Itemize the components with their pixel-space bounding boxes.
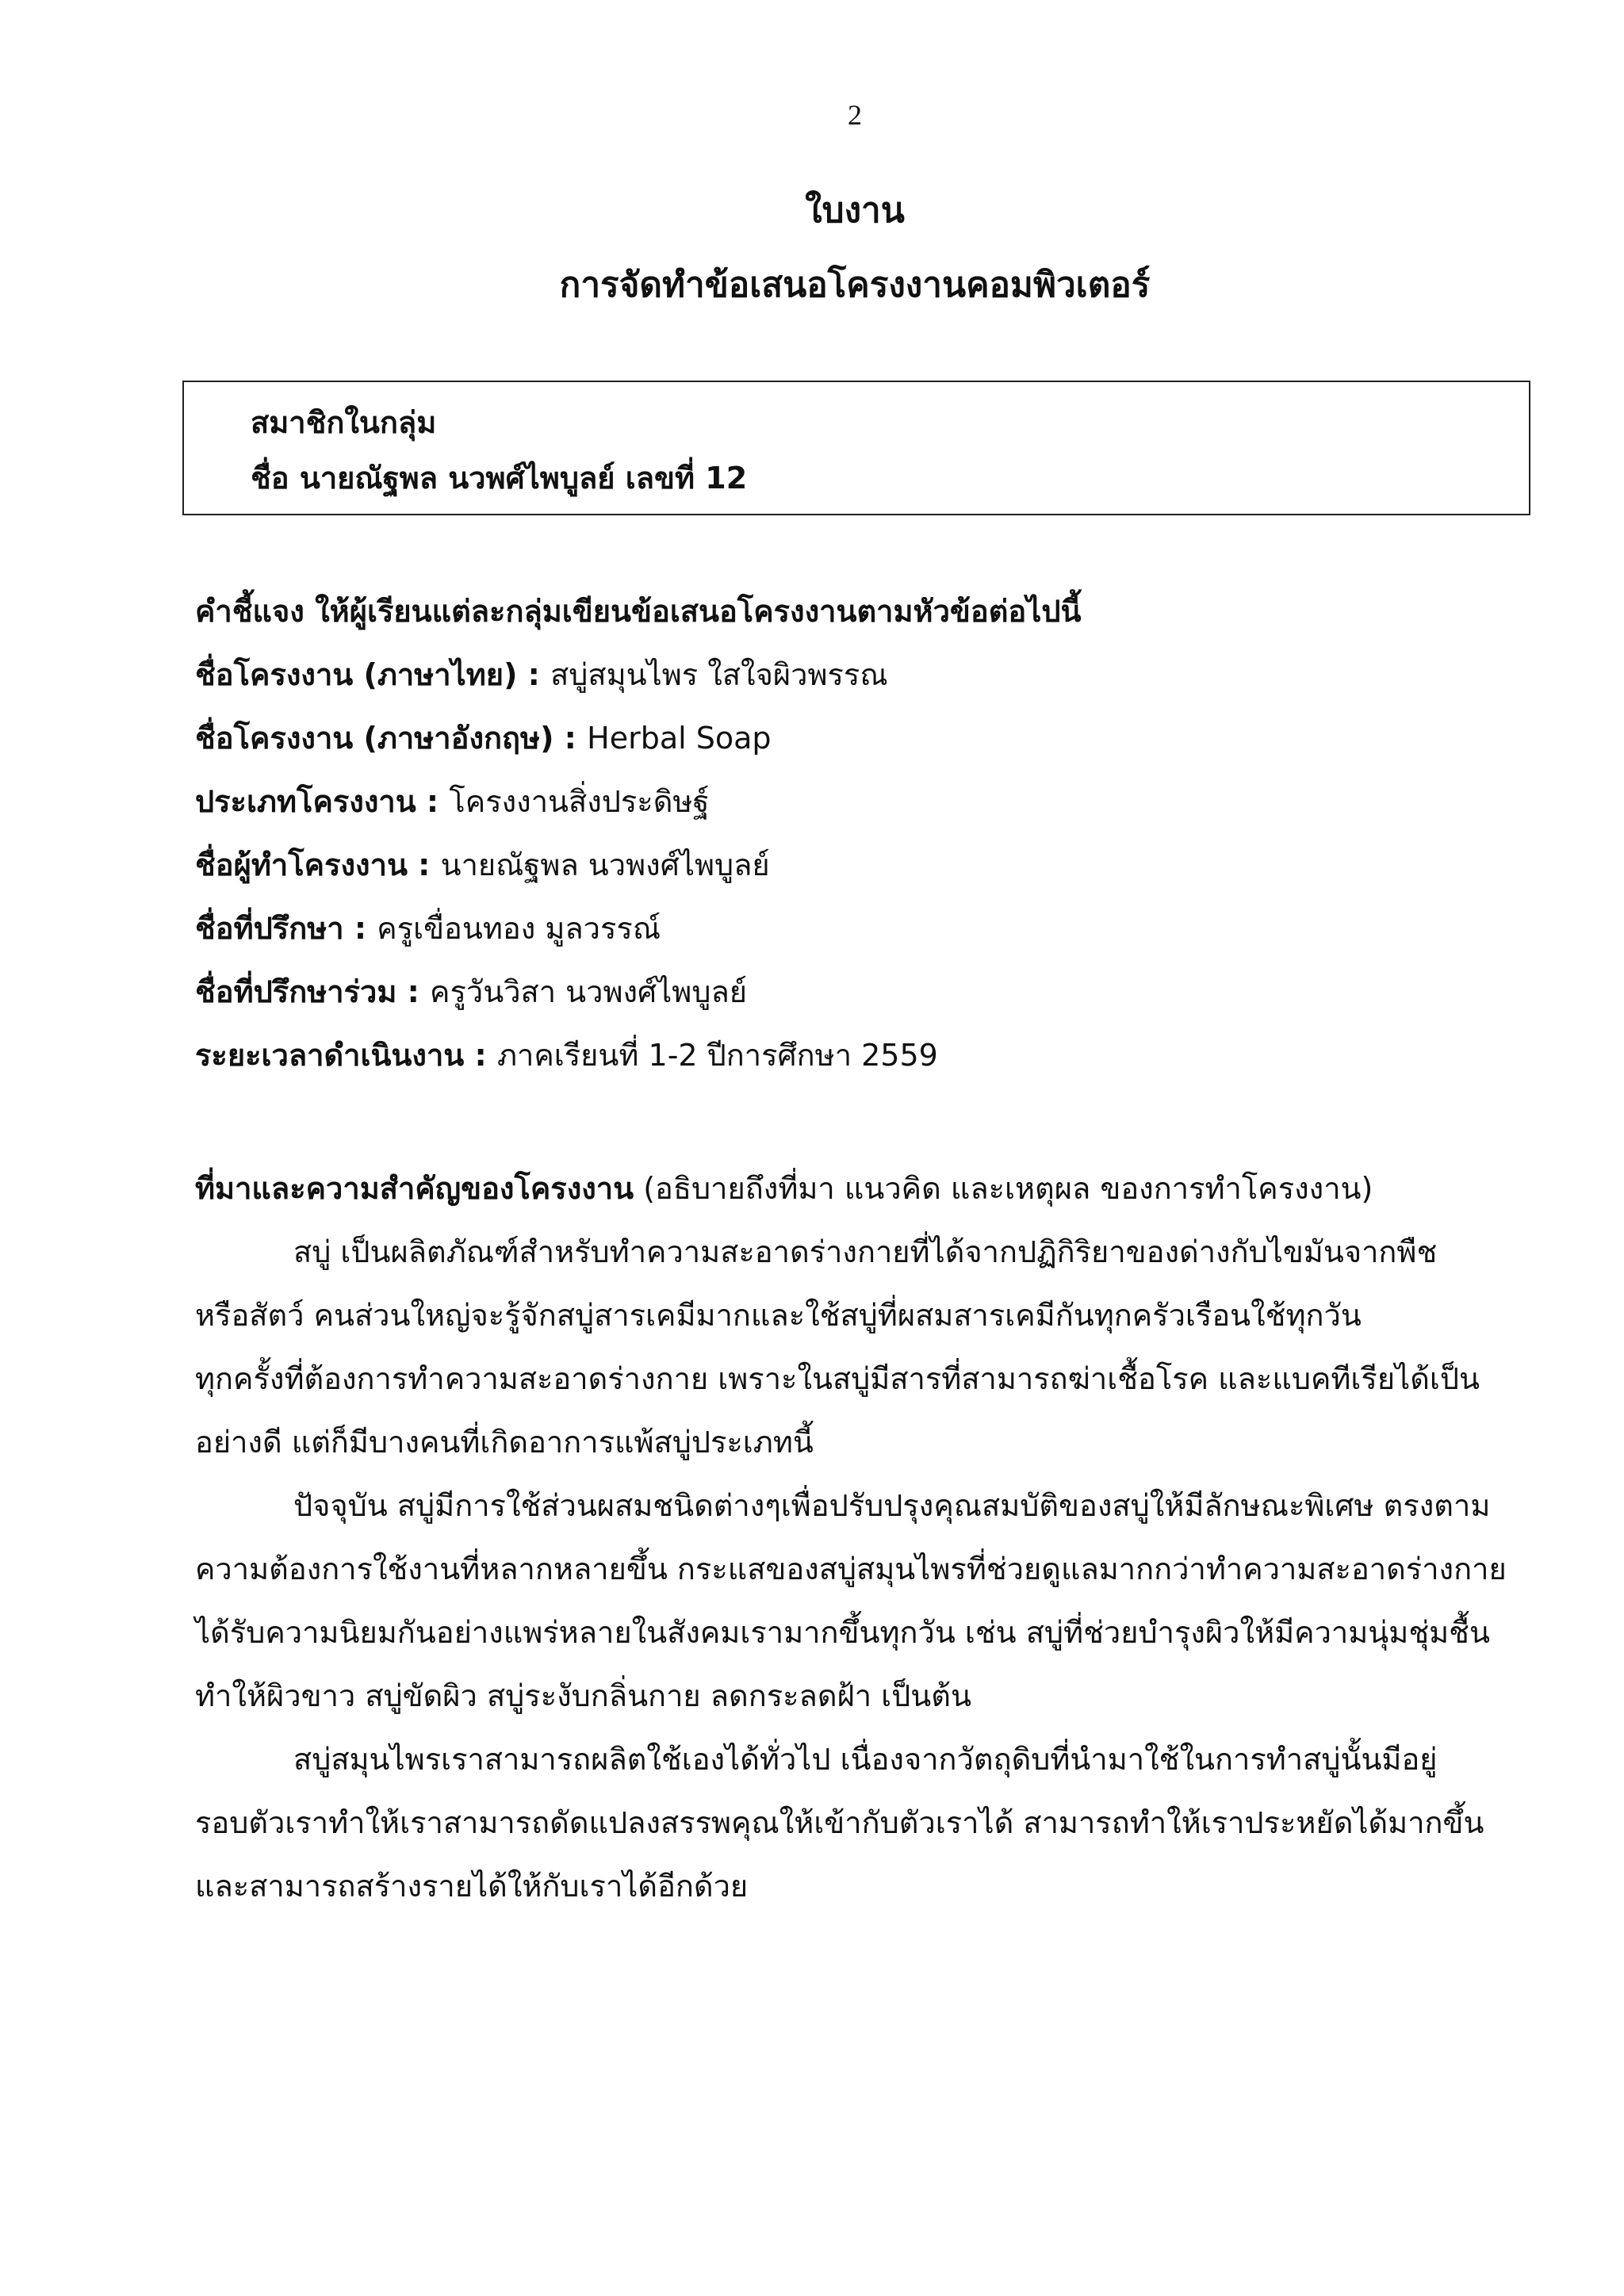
field-label: ระยะเวลาดำเนินงาน : (195, 1038, 497, 1073)
field-label: ประเภทโครงงาน : (195, 784, 450, 819)
field-label: ชื่อโครงงาน (ภาษาอังกฤษ) : (195, 721, 588, 756)
field-advisor (195, 904, 661, 952)
field-label: ชื่อโครงงาน (ภาษาไทย) : (195, 657, 551, 692)
field-value: ครูเขื่อนทอง มูลวรรณ์ (377, 911, 661, 946)
paragraph-line: และสามารถสร้างรายได้ให้กับเราได้อีกด้วย (195, 1869, 749, 1904)
field-label: ชื่อที่ปรึกษา : (195, 911, 377, 946)
paragraph-line: ทำให้ผิวขาว สบู่ขัดผิว สบู่ระงับกลิ่นกาย ลดกระลดฝ้า เป็นต้น (195, 1678, 971, 1713)
document-title: ใบงาน (805, 190, 905, 231)
instruction-line (195, 587, 1081, 635)
paragraph-line: สบู่สมุนไพรเราสามารถผลิตใช้เองได้ทั่วไป เนื่องจากวัตถุดิบที่นำมาใช้ในการทำสบู่นั้นมีอยู่ (293, 1742, 1438, 1777)
paragraph-line: หรือสัตว์ คนส่วนใหญ่จะรู้จักสบู่สารเคมีมากและใช้สบู่ที่ผสมสารเคมีกันทุกครัวเรือนใช้ทุกวัน (195, 1298, 1362, 1333)
background-heading: ที่มาและความสำคัญของโครงงาน (195, 1171, 634, 1206)
field-value: นายณัฐพล นวพงศ์ไพบูลย์ (440, 848, 770, 882)
paragraph-line: รอบตัวเราทำให้เราสามารถดัดแปลงสรรพคุณให้เข้ากับตัวเราได้ สามารถทำให้เราประหยัดได้มากขึ้น (195, 1805, 1484, 1840)
field-duration (195, 1031, 938, 1079)
field-label: ชื่อผู้ทำโครงงาน : (195, 848, 441, 882)
paragraph-line: ปัจจุบัน สบู่มีการใช้ส่วนผสมชนิดต่างๆเพื่อปรับปรุงคุณสมบัติของสบู่ให้มีลักษณะพิเศษ ตรงตาม (293, 1488, 1491, 1523)
field-label: ชื่อที่ปรึกษาร่วม : (195, 974, 431, 1009)
field-project-type (195, 777, 709, 825)
field-value: ครูวันวิสา นวพงศ์ไพบูลย์ (430, 974, 748, 1009)
group-member-name: ชื่อ นายณัฐพล นวพศ์ไพบูลย์ เลขที่ 12 (251, 461, 748, 496)
paragraph-line: อย่างดี แต่ก็มีบางคนที่เกิดอาการแพ้สบู่ประเภทนี้ (195, 1425, 814, 1460)
background-heading-line (195, 1164, 1373, 1212)
field-value: Herbal Soap (587, 721, 772, 756)
field-value: สบู่สมุนไพร ใสใจผิวพรรณ (550, 657, 888, 692)
field-co-advisor (195, 967, 747, 1016)
document-subtitle: การจัดทำข้อเสนอโครงงานคอมพิวเตอร์ (559, 265, 1151, 305)
paragraph-line: ทุกครั้งที่ต้องการทำความสะอาดร่างกาย เพราะในสบู่มีสารที่สามารถฆ่าเชื้อโรค และแบคทีเรียได้เป็น (195, 1361, 1480, 1396)
paragraph-line: สบู่ เป็นผลิตภัณฑ์สำหรับทำความสะอาดร่างกายที่ได้จากปฏิกิริยาของด่างกับไขมันจากพืช (293, 1234, 1438, 1269)
field-value: ภาคเรียนที่ 1-2 ปีการศึกษา 2559 (496, 1038, 938, 1073)
field-author (195, 840, 770, 889)
background-note: (อธิบายถึงที่มา แนวคิด และเหตุผล ของการทำโครงงาน) (634, 1171, 1373, 1206)
page-number: 2 (848, 99, 862, 131)
group-members-heading: สมาชิกในกลุ่ม (251, 405, 437, 440)
paragraph-line: ได้รับความนิยมกันอย่างแพร่หลายในสังคมเรามากขึ้นทุกวัน เช่น สบู่ที่ช่วยบำรุงผิวให้มีความนุ่มชุ่มชื้น (195, 1615, 1490, 1650)
field-thai-name (195, 650, 888, 698)
paragraph-line: ความต้องการใช้งานที่หลากหลายขึ้น กระแสของสบู่สมุนไพรที่ช่วยดูแลมากกว่าทำความสะอาดร่างกาย (195, 1552, 1507, 1586)
field-value: โครงงานสิ่งประดิษฐ์ (449, 784, 710, 819)
field-english-name (195, 714, 772, 762)
group-members-box (182, 381, 1530, 515)
instruction-text: คำชี้แจง ให้ผู้เรียนแต่ละกลุ่มเขียนข้อเสนอโครงงานตามหัวข้อต่อไปนี้ (195, 594, 1082, 629)
